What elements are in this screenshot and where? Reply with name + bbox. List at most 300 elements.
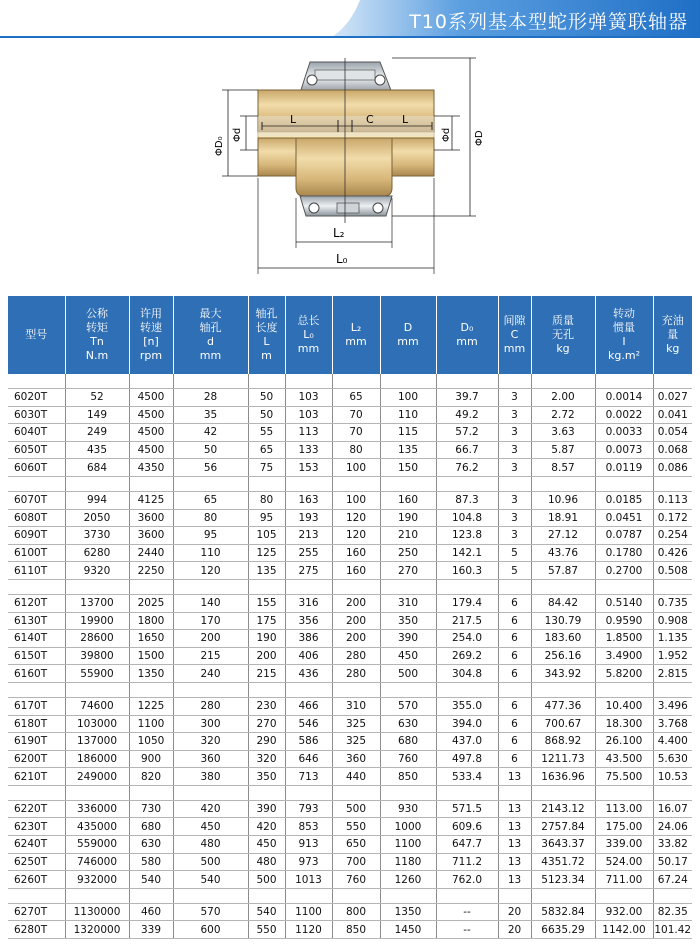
table-cell: 1.952 xyxy=(653,647,692,665)
model-cell: 6060T xyxy=(8,459,65,477)
table-cell: 39.7 xyxy=(436,389,498,407)
table-row xyxy=(8,768,692,786)
model-cell: 6260T xyxy=(8,871,65,889)
table-cell: 113 xyxy=(285,424,332,442)
model-cell: 6050T xyxy=(8,441,65,459)
spacer-cell xyxy=(8,888,65,903)
column-header xyxy=(8,296,65,374)
spacer-cell xyxy=(531,682,595,697)
spacer-cell xyxy=(436,682,498,697)
table-cell: 13 xyxy=(498,871,531,889)
table-cell: 4500 xyxy=(129,389,173,407)
column-header-line: 轴孔 xyxy=(255,307,278,320)
table-cell: 137000 xyxy=(65,733,129,751)
table-cell: 10.400 xyxy=(595,697,653,715)
table-cell: 13 xyxy=(498,853,531,871)
table-cell: 110 xyxy=(173,544,248,562)
table-cell: 84.42 xyxy=(531,594,595,612)
hub-body xyxy=(258,90,434,196)
label-d-right: Φd xyxy=(441,127,452,142)
spacer-cell xyxy=(595,682,653,697)
column-header-line: mm xyxy=(503,342,526,355)
spacer-cell xyxy=(332,888,380,903)
column-header-line: 惯量 xyxy=(613,321,635,334)
table-row xyxy=(8,836,692,854)
table-cell: 0.908 xyxy=(653,612,692,630)
model-cell: 6040T xyxy=(8,424,65,442)
table-cell: 1.8500 xyxy=(595,630,653,648)
table-cell: 800 xyxy=(332,903,380,921)
label-C: C xyxy=(366,113,374,126)
table-cell: 10.53 xyxy=(653,768,692,786)
spacer-cell xyxy=(498,476,531,491)
table-row xyxy=(8,424,692,442)
table-cell: 170 xyxy=(173,612,248,630)
table-cell: 193 xyxy=(285,509,332,527)
table-cell: 500 xyxy=(380,665,436,683)
table-cell: 6 xyxy=(498,750,531,768)
table-cell: 0.254 xyxy=(653,527,692,545)
table-cell: 350 xyxy=(248,768,285,786)
column-header-line: 总长 xyxy=(297,314,320,327)
column-header-line: 间隙 xyxy=(503,314,526,327)
table-cell: 0.0185 xyxy=(595,491,653,509)
column-header-line: 无孔 xyxy=(552,328,574,341)
table-cell: 310 xyxy=(332,697,380,715)
table-cell: 420 xyxy=(248,818,285,836)
table-row xyxy=(8,921,692,939)
table-row xyxy=(8,903,692,921)
column-header-line: rpm xyxy=(139,349,163,362)
label-L0: L₀ xyxy=(336,252,348,266)
table-row xyxy=(8,612,692,630)
table-cell: 95 xyxy=(248,509,285,527)
table-row xyxy=(8,544,692,562)
table-cell: 20 xyxy=(498,921,531,939)
table-row xyxy=(8,697,692,715)
table-row xyxy=(8,871,692,889)
table-cell: 6280 xyxy=(65,544,129,562)
column-header xyxy=(380,296,436,374)
column-header xyxy=(595,296,653,374)
table-cell: 3600 xyxy=(129,527,173,545)
spacer-cell xyxy=(595,476,653,491)
spacer-cell xyxy=(129,374,173,389)
column-header-line: C xyxy=(510,328,519,341)
table-cell: 75 xyxy=(248,459,285,477)
table-cell: 153 xyxy=(285,459,332,477)
spacer-cell xyxy=(8,785,65,800)
table-cell: 0.426 xyxy=(653,544,692,562)
table-cell: 440 xyxy=(332,768,380,786)
spacer-cell xyxy=(8,374,65,389)
table-cell: 123.8 xyxy=(436,527,498,545)
column-header-line: 公称 xyxy=(86,307,108,320)
table-cell: 0.0022 xyxy=(595,406,653,424)
model-cell: 6130T xyxy=(8,612,65,630)
spacer-cell xyxy=(653,374,692,389)
table-cell: -- xyxy=(436,921,498,939)
table-cell: 3600 xyxy=(129,509,173,527)
table-cell: 6 xyxy=(498,630,531,648)
column-header xyxy=(531,296,595,374)
table-cell: 900 xyxy=(129,750,173,768)
table-row xyxy=(8,527,692,545)
table-cell: 0.054 xyxy=(653,424,692,442)
spacer-cell xyxy=(173,785,248,800)
table-cell: 4500 xyxy=(129,441,173,459)
table-cell: 6 xyxy=(498,697,531,715)
table-cell: 13 xyxy=(498,768,531,786)
spacer-cell xyxy=(653,579,692,594)
table-cell: 360 xyxy=(332,750,380,768)
table-cell: 1211.73 xyxy=(531,750,595,768)
table-cell: 0.0451 xyxy=(595,509,653,527)
table-cell: 42 xyxy=(173,424,248,442)
table-cell: 249000 xyxy=(65,768,129,786)
table-cell: 13 xyxy=(498,818,531,836)
table-cell: 65 xyxy=(332,389,380,407)
table-cell: 270 xyxy=(248,715,285,733)
spacer-cell xyxy=(531,785,595,800)
table-cell: 500 xyxy=(173,853,248,871)
table-row xyxy=(8,818,692,836)
table-cell: 4351.72 xyxy=(531,853,595,871)
column-header-line: 充油 xyxy=(661,314,684,327)
table-cell: 275 xyxy=(285,562,332,580)
spacer-cell xyxy=(531,579,595,594)
table-cell: 4350 xyxy=(129,459,173,477)
table-cell: 973 xyxy=(285,853,332,871)
table-cell: 3 xyxy=(498,509,531,527)
table-cell: 0.027 xyxy=(653,389,692,407)
spacer-cell xyxy=(285,476,332,491)
table-cell: 6 xyxy=(498,665,531,683)
spacer-cell xyxy=(248,374,285,389)
coupling-drawing-svg xyxy=(0,38,700,288)
column-header-line: N.m xyxy=(85,349,109,362)
table-cell: 546 xyxy=(285,715,332,733)
table-cell: 4500 xyxy=(129,406,173,424)
spacer-cell xyxy=(436,579,498,594)
table-cell: 250 xyxy=(380,544,436,562)
table-cell: 1013 xyxy=(285,871,332,889)
table-cell: 70 xyxy=(332,424,380,442)
page-title: T10系列基本型蛇形弹簧联轴器 xyxy=(409,11,688,33)
table-cell: 930 xyxy=(380,800,436,818)
spacer-cell xyxy=(380,682,436,697)
table-cell: 160 xyxy=(380,491,436,509)
table-cell: 559000 xyxy=(65,836,129,854)
table-cell: 586 xyxy=(285,733,332,751)
table-cell: 256.16 xyxy=(531,647,595,665)
table-row xyxy=(8,491,692,509)
spacer-cell xyxy=(436,374,498,389)
table-cell: 1100 xyxy=(129,715,173,733)
column-header-line: mm xyxy=(345,335,367,348)
spacer-cell xyxy=(285,579,332,594)
table-cell: 0.068 xyxy=(653,441,692,459)
spacer-cell xyxy=(595,785,653,800)
column-header xyxy=(332,296,380,374)
model-cell: 6170T xyxy=(8,697,65,715)
table-cell: 913 xyxy=(285,836,332,854)
table-cell: 320 xyxy=(173,733,248,751)
spacer-cell xyxy=(653,888,692,903)
table-cell: 6 xyxy=(498,647,531,665)
table-cell: 2143.12 xyxy=(531,800,595,818)
table-cell: 460 xyxy=(129,903,173,921)
table-cell: -- xyxy=(436,903,498,921)
table-cell: 524.00 xyxy=(595,853,653,871)
table-cell: 6635.29 xyxy=(531,921,595,939)
spacer-cell xyxy=(8,579,65,594)
spacer-cell xyxy=(653,785,692,800)
column-header-line: d xyxy=(207,335,214,348)
table-cell: 1120 xyxy=(285,921,332,939)
table-row xyxy=(8,594,692,612)
column-header-line: D xyxy=(403,321,413,334)
label-L-right: L xyxy=(402,113,409,126)
table-cell: 420 xyxy=(173,800,248,818)
table-cell: 0.735 xyxy=(653,594,692,612)
spacer-cell xyxy=(65,785,129,800)
table-cell: 540 xyxy=(173,871,248,889)
table-cell: 355.0 xyxy=(436,697,498,715)
table-cell: 325 xyxy=(332,733,380,751)
table-cell: 280 xyxy=(173,697,248,715)
spacer-cell xyxy=(595,579,653,594)
spacer-cell xyxy=(436,888,498,903)
table-cell: 280 xyxy=(332,647,380,665)
table-cell: 760 xyxy=(380,750,436,768)
table-cell: 390 xyxy=(248,800,285,818)
spacer-cell xyxy=(173,374,248,389)
header-banner xyxy=(0,0,700,38)
model-cell: 6200T xyxy=(8,750,65,768)
table-cell: 647.7 xyxy=(436,836,498,854)
table-cell: 746000 xyxy=(65,853,129,871)
table-cell: 0.508 xyxy=(653,562,692,580)
table-cell: 50.17 xyxy=(653,853,692,871)
spacer-cell xyxy=(248,785,285,800)
column-header-line: mm xyxy=(397,335,419,348)
table-cell: 254.0 xyxy=(436,630,498,648)
table-cell: 360 xyxy=(173,750,248,768)
table-cell: 290 xyxy=(248,733,285,751)
table-cell: 0.0119 xyxy=(595,459,653,477)
table-cell: 149 xyxy=(65,406,129,424)
table-cell: 540 xyxy=(129,871,173,889)
table-cell: 356 xyxy=(285,612,332,630)
table-cell: 406 xyxy=(285,647,332,665)
table-cell: 80 xyxy=(332,441,380,459)
column-header-line: kg xyxy=(666,342,680,355)
table-cell: 200 xyxy=(332,630,380,648)
column-header-line: 转速 xyxy=(140,321,162,334)
table-cell: 28600 xyxy=(65,630,129,648)
table-cell: 5.8200 xyxy=(595,665,653,683)
table-cell: 700.67 xyxy=(531,715,595,733)
table-cell: 2.815 xyxy=(653,665,692,683)
column-header-line: L xyxy=(263,335,270,348)
spacer-cell xyxy=(436,785,498,800)
spacer-cell xyxy=(248,888,285,903)
column-header-line: mm xyxy=(199,349,222,362)
top-cover xyxy=(300,62,392,93)
table-cell: 120 xyxy=(332,527,380,545)
group-spacer-row xyxy=(8,888,692,903)
column-header-line: 转动 xyxy=(613,307,635,320)
table-cell: 200 xyxy=(332,594,380,612)
table-cell: 230 xyxy=(248,697,285,715)
table-cell: 66.7 xyxy=(436,441,498,459)
table-cell: 3 xyxy=(498,406,531,424)
column-header xyxy=(653,296,692,374)
column-header xyxy=(173,296,248,374)
model-cell: 6250T xyxy=(8,853,65,871)
column-header-line: 许用 xyxy=(140,307,162,320)
column-header-line: 型号 xyxy=(25,328,48,341)
column-header-line: 长度 xyxy=(255,321,278,334)
table-cell: 2757.84 xyxy=(531,818,595,836)
table-cell: 550 xyxy=(248,921,285,939)
spacer-cell xyxy=(498,888,531,903)
column-header-line: I xyxy=(622,335,626,348)
table-cell: 0.9590 xyxy=(595,612,653,630)
table-cell: 57.87 xyxy=(531,562,595,580)
table-cell: 87.3 xyxy=(436,491,498,509)
table-cell: 762.0 xyxy=(436,871,498,889)
spacer-cell xyxy=(129,888,173,903)
table-cell: 630 xyxy=(129,836,173,854)
table-cell: 3.496 xyxy=(653,697,692,715)
spacer-cell xyxy=(129,682,173,697)
table-cell: 436 xyxy=(285,665,332,683)
table-cell: 56 xyxy=(173,459,248,477)
table-cell: 4500 xyxy=(129,424,173,442)
table-cell: 730 xyxy=(129,800,173,818)
label-D0: ΦD₀ xyxy=(214,136,225,156)
table-row xyxy=(8,715,692,733)
left-dimensions xyxy=(214,90,258,176)
table-cell: 1180 xyxy=(380,853,436,871)
table-row xyxy=(8,750,692,768)
table-cell: 480 xyxy=(248,853,285,871)
table-cell: 55 xyxy=(248,424,285,442)
model-cell: 6140T xyxy=(8,630,65,648)
table-cell: 435 xyxy=(65,441,129,459)
model-cell: 6230T xyxy=(8,818,65,836)
model-cell: 6280T xyxy=(8,921,65,939)
table-cell: 0.041 xyxy=(653,406,692,424)
spacer-cell xyxy=(498,579,531,594)
table-cell: 480 xyxy=(173,836,248,854)
column-header-line: L₂ xyxy=(350,321,362,334)
table-cell: 100 xyxy=(332,459,380,477)
table-cell: 1320000 xyxy=(65,921,129,939)
table-cell: 680 xyxy=(380,733,436,751)
table-cell: 175 xyxy=(248,612,285,630)
table-cell: 497.8 xyxy=(436,750,498,768)
table-cell: 3 xyxy=(498,459,531,477)
table-cell: 35 xyxy=(173,406,248,424)
column-header-line: mm xyxy=(297,342,320,355)
model-cell: 6240T xyxy=(8,836,65,854)
table-cell: 339.00 xyxy=(595,836,653,854)
spacer-cell xyxy=(380,785,436,800)
model-cell: 6020T xyxy=(8,389,65,407)
table-cell: 450 xyxy=(380,647,436,665)
table-cell: 105 xyxy=(248,527,285,545)
group-spacer-row xyxy=(8,374,692,389)
table-cell: 320 xyxy=(248,750,285,768)
table-cell: 75.500 xyxy=(595,768,653,786)
table-cell: 5 xyxy=(498,562,531,580)
column-header xyxy=(285,296,332,374)
table-cell: 450 xyxy=(248,836,285,854)
table-cell: 13 xyxy=(498,836,531,854)
spacer-cell xyxy=(332,374,380,389)
table-cell: 18.300 xyxy=(595,715,653,733)
table-cell: 580 xyxy=(129,853,173,871)
table-cell: 2250 xyxy=(129,562,173,580)
table-cell: 570 xyxy=(173,903,248,921)
table-cell: 1350 xyxy=(129,665,173,683)
table-cell: 713 xyxy=(285,768,332,786)
table-cell: 103 xyxy=(285,389,332,407)
table-row xyxy=(8,459,692,477)
model-cell: 6160T xyxy=(8,665,65,683)
table-cell: 0.086 xyxy=(653,459,692,477)
table-cell: 0.0033 xyxy=(595,424,653,442)
column-header-line: L₀ xyxy=(303,328,314,341)
table-cell: 43.500 xyxy=(595,750,653,768)
table-cell: 343.92 xyxy=(531,665,595,683)
table-cell: 2025 xyxy=(129,594,173,612)
label-L2: L₂ xyxy=(333,226,345,240)
table-cell: 18.91 xyxy=(531,509,595,527)
table-cell: 394.0 xyxy=(436,715,498,733)
group-spacer-row xyxy=(8,579,692,594)
table-cell: 711.00 xyxy=(595,871,653,889)
table-cell: 150 xyxy=(380,459,436,477)
column-header-line: m xyxy=(261,349,272,362)
model-cell: 6180T xyxy=(8,715,65,733)
table-row xyxy=(8,733,692,751)
column-header xyxy=(248,296,285,374)
spacer-cell xyxy=(285,682,332,697)
table-cell: 684 xyxy=(65,459,129,477)
table-cell: 115 xyxy=(380,424,436,442)
table-cell: 70 xyxy=(332,406,380,424)
table-cell: 160 xyxy=(332,544,380,562)
table-row xyxy=(8,389,692,407)
table-cell: 155 xyxy=(248,594,285,612)
table-cell: 435000 xyxy=(65,818,129,836)
table-cell: 5.630 xyxy=(653,750,692,768)
spec-table xyxy=(8,296,692,939)
table-cell: 1050 xyxy=(129,733,173,751)
table-cell: 3.768 xyxy=(653,715,692,733)
table-cell: 142.1 xyxy=(436,544,498,562)
table-cell: 820 xyxy=(129,768,173,786)
table-cell: 3.4900 xyxy=(595,647,653,665)
table-cell: 2440 xyxy=(129,544,173,562)
spacer-cell xyxy=(332,579,380,594)
table-row xyxy=(8,800,692,818)
table-cell: 550 xyxy=(332,818,380,836)
